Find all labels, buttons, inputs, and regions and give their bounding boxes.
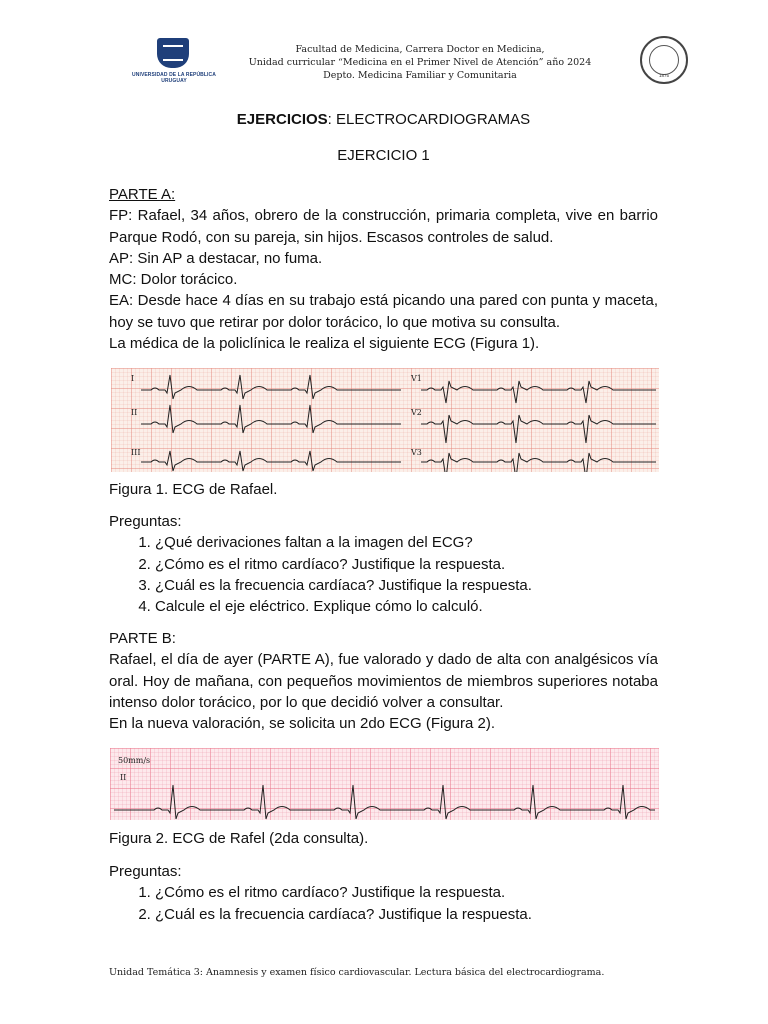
- lead-label-v3: V3: [411, 448, 422, 457]
- page-footer: Unidad Temática 3: Anamnesis y examen físico cardiovascular. Lectura básica del electrocardiograma.: [109, 967, 605, 978]
- question-a-1: 1. ¿Qué derivaciones faltan a la imagen del ECG?: [155, 532, 658, 553]
- document-header: [220, 43, 620, 82]
- question-a-4: 4. Calcule el eje eléctrico. Explique cómo lo calculó.: [155, 596, 658, 617]
- question-b-2: 2. ¿Cuál es la frecuencia cardíaca? Justifique la respuesta.: [155, 904, 658, 925]
- question-b-1: 1. ¿Cómo es el ritmo cardíaco? Justifique la respuesta.: [155, 882, 658, 903]
- faculty-seal-icon: [640, 36, 688, 84]
- university-shield-icon: [157, 38, 189, 68]
- title-rest: : ELECTROCARDIOGRAMAS: [327, 111, 531, 128]
- part-b-questions: [109, 861, 658, 925]
- question-a-2: 2. ¿Cómo es el ritmo cardíaco? Justifique la respuesta.: [155, 554, 658, 575]
- ecg-trace-lead-iii: [141, 451, 401, 471]
- ecg-1-traces: [111, 368, 659, 472]
- part-a-ecg-intro: La médica de la policlínica le realiza el siguiente ECG (Figura 1).: [109, 335, 540, 353]
- lead-label-v1: V1: [411, 374, 422, 383]
- part-b-text: Rafael, el día de ayer (PARTE A), fue valorado y dado de alta con analgésicos vía oral. Hoy de mañana, con pequeños movimientos de miembros superiores notaba intenso dolor torácico, por lo que decidió volver a consultar.: [109, 651, 658, 711]
- university-logo: [128, 38, 216, 94]
- ecg-figure-1: [111, 368, 659, 472]
- questions-a-heading: Preguntas:: [109, 513, 182, 530]
- header-line-1: Facultad de Medicina, Carrera Doctor en Medicina,: [295, 44, 545, 55]
- seal-year: 1875: [658, 73, 669, 78]
- ecg-figure-2: [110, 748, 659, 820]
- questions-b-list: [109, 882, 658, 925]
- header-line-2: Unidad curricular “Medicina en el Primer Nivel de Atención” año 2024: [248, 57, 592, 68]
- header-line-3: Depto. Medicina Familiar y Comunitaria: [323, 70, 517, 81]
- part-a-ea: EA: Desde hace 4 días en su trabajo está picando una pared con punta y maceta, hoy se tuvo que retirar por dolor torácico, lo que motiva su consulta.: [109, 292, 658, 331]
- ecg-trace-lead-i: [141, 375, 401, 399]
- ecg-speed-label: 50mm/s: [118, 756, 151, 765]
- part-a-mc: MC: Dolor torácico.: [109, 271, 238, 289]
- part-b-heading: PARTE B:: [109, 630, 176, 647]
- question-a-3: 3. ¿Cuál es la frecuencia cardíaca? Justifique la respuesta.: [155, 575, 658, 596]
- page-title: [109, 109, 658, 130]
- part-a-heading: PARTE A:: [109, 186, 176, 203]
- figure-1-caption: Figura 1. ECG de Rafael.: [109, 481, 278, 498]
- part-a-questions: [109, 511, 658, 617]
- ecg-trace-lead-ii-b: [114, 785, 655, 819]
- questions-b-heading: Preguntas:: [109, 863, 182, 880]
- figure-2-caption: Figura 2. ECG de Rafel (2da consulta).: [109, 830, 369, 847]
- questions-a-list: [109, 532, 658, 617]
- lead-label-ii-b: II: [120, 773, 127, 782]
- ecg-trace-lead-v2: [421, 415, 656, 443]
- ecg-trace-lead-ii: [141, 405, 401, 433]
- part-a-ap: AP: Sin AP a destacar, no fuma.: [109, 249, 323, 267]
- lead-label-ii: II: [131, 408, 138, 417]
- part-b-section: [109, 628, 658, 734]
- part-a-fp: FP: Rafael, 34 años, obrero de la construcción, primaria completa, vive en barrio Parque Rodó, con su pareja, sin hijos. Escasos controles de salud.: [109, 207, 658, 246]
- lead-label-i: I: [131, 374, 135, 383]
- title-bold: EJERCICIOS: [236, 111, 328, 128]
- ecg-trace-lead-v1: [421, 381, 656, 403]
- university-name: UNIVERSIDAD DE LA REPÚBLICA URUGUAY: [132, 72, 216, 84]
- lead-label-iii: III: [131, 448, 141, 457]
- exercise-heading: EJERCICIO 1: [337, 147, 430, 164]
- ecg-2-trace: [110, 748, 659, 820]
- part-b-ecg-intro: En la nueva valoración, se solicita un 2do ECG (Figura 2).: [109, 715, 496, 733]
- lead-label-v2: V2: [411, 408, 422, 417]
- part-a-section: [109, 184, 658, 354]
- ecg-trace-lead-v3: [421, 453, 656, 472]
